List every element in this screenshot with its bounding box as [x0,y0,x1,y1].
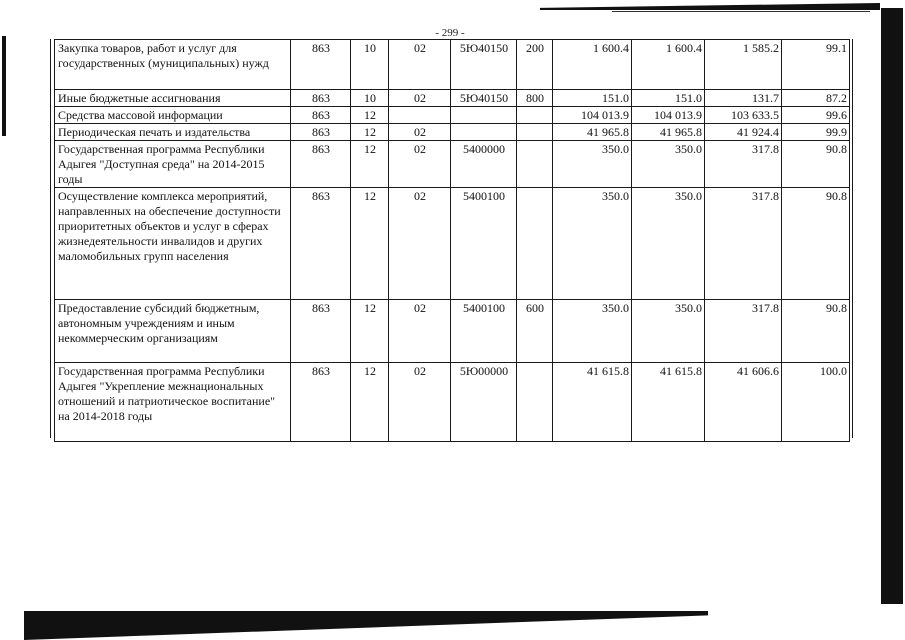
executed-amount: 1 585.2 [705,40,782,90]
refined-amount: 104 013.9 [632,107,705,124]
ministry-code: 863 [291,40,351,90]
approved-amount: 1 600.4 [553,40,632,90]
table-outer-rule-right [852,39,853,438]
executed-amount: 41 606.6 [705,363,782,442]
approved-amount: 151.0 [553,90,632,107]
target-article: 5400100 [451,300,517,363]
ministry-code: 863 [291,107,351,124]
approved-amount: 350.0 [553,300,632,363]
executed-amount: 41 924.4 [705,124,782,141]
execution-percent: 90.8 [782,188,850,300]
ministry-code: 863 [291,188,351,300]
ministry-code: 863 [291,90,351,107]
subsection-code: 02 [389,40,451,90]
page-number: - 299 - [435,27,465,39]
section-code: 12 [351,188,389,300]
row-name: Закупка товаров, работ и услуг для государственных (муниципальных) нужд [55,40,291,90]
section-code: 12 [351,107,389,124]
row-name: Осуществление комплекса мероприятий, направленных на обеспечение доступности приоритетных объектов и услуг в сферах жизнедеятельности инвалидов и других маломобильных групп населения [55,188,291,300]
approved-amount: 41 965.8 [553,124,632,141]
target-article: 5400100 [451,188,517,300]
refined-amount: 350.0 [632,300,705,363]
section-code: 12 [351,300,389,363]
target-article [451,107,517,124]
subsection-code: 02 [389,124,451,141]
row-name: Государственная программа Республики Адыгея "Доступная среда" на 2014-2015 годы [55,141,291,188]
refined-amount: 41 615.8 [632,363,705,442]
refined-amount: 1 600.4 [632,40,705,90]
section-code: 12 [351,363,389,442]
target-article: 5Ю00000 [451,363,517,442]
executed-amount: 103 633.5 [705,107,782,124]
budget-table [54,39,850,442]
section-code: 10 [351,40,389,90]
target-article: 5400000 [451,141,517,188]
executed-amount: 131.7 [705,90,782,107]
execution-percent: 99.1 [782,40,850,90]
execution-percent: 90.8 [782,141,850,188]
approved-amount: 41 615.8 [553,363,632,442]
expense-type [517,141,553,188]
scan-edge-right [881,8,903,604]
ministry-code: 863 [291,124,351,141]
row-name: Государственная программа Республики Адыгея "Укрепление межнациональных отношений и патриотическое воспитание" на 2014-2018 годы [55,363,291,442]
execution-percent: 100.0 [782,363,850,442]
expense-type: 200 [517,40,553,90]
refined-amount: 41 965.8 [632,124,705,141]
section-code: 12 [351,124,389,141]
scan-edge-left [2,36,6,136]
scan-edge-bottom [24,611,708,640]
subsection-code [389,107,451,124]
expense-type [517,107,553,124]
refined-amount: 350.0 [632,141,705,188]
table-row [55,141,850,188]
execution-percent: 87.2 [782,90,850,107]
approved-amount: 104 013.9 [553,107,632,124]
subsection-code: 02 [389,90,451,107]
target-article [451,124,517,141]
row-name: Периодическая печать и издательства [55,124,291,141]
row-name: Иные бюджетные ассигнования [55,90,291,107]
table-row [55,107,850,124]
table-row [55,124,850,141]
executed-amount: 317.8 [705,300,782,363]
table-outer-rule-left [50,39,51,438]
scan-edge-top-line [612,11,870,12]
approved-amount: 350.0 [553,188,632,300]
subsection-code: 02 [389,141,451,188]
table-row [55,40,850,90]
ministry-code: 863 [291,141,351,188]
row-name: Средства массовой информации [55,107,291,124]
subsection-code: 02 [389,188,451,300]
executed-amount: 317.8 [705,141,782,188]
section-code: 10 [351,90,389,107]
expense-type [517,188,553,300]
execution-percent: 99.9 [782,124,850,141]
table-row [55,363,850,442]
ministry-code: 863 [291,363,351,442]
expense-type [517,363,553,442]
row-name: Предоставление субсидий бюджетным, автономным учреждениям и иным некоммерческим организациям [55,300,291,363]
scan-edge-top [540,3,880,10]
execution-percent: 90.8 [782,300,850,363]
table-row [55,90,850,107]
expense-type: 800 [517,90,553,107]
table-row [55,300,850,363]
executed-amount: 317.8 [705,188,782,300]
refined-amount: 350.0 [632,188,705,300]
expense-type [517,124,553,141]
target-article: 5Ю40150 [451,90,517,107]
expense-type: 600 [517,300,553,363]
section-code: 12 [351,141,389,188]
execution-percent: 99.6 [782,107,850,124]
subsection-code: 02 [389,300,451,363]
target-article: 5Ю40150 [451,40,517,90]
approved-amount: 350.0 [553,141,632,188]
ministry-code: 863 [291,300,351,363]
refined-amount: 151.0 [632,90,705,107]
table-row [55,188,850,300]
subsection-code: 02 [389,363,451,442]
